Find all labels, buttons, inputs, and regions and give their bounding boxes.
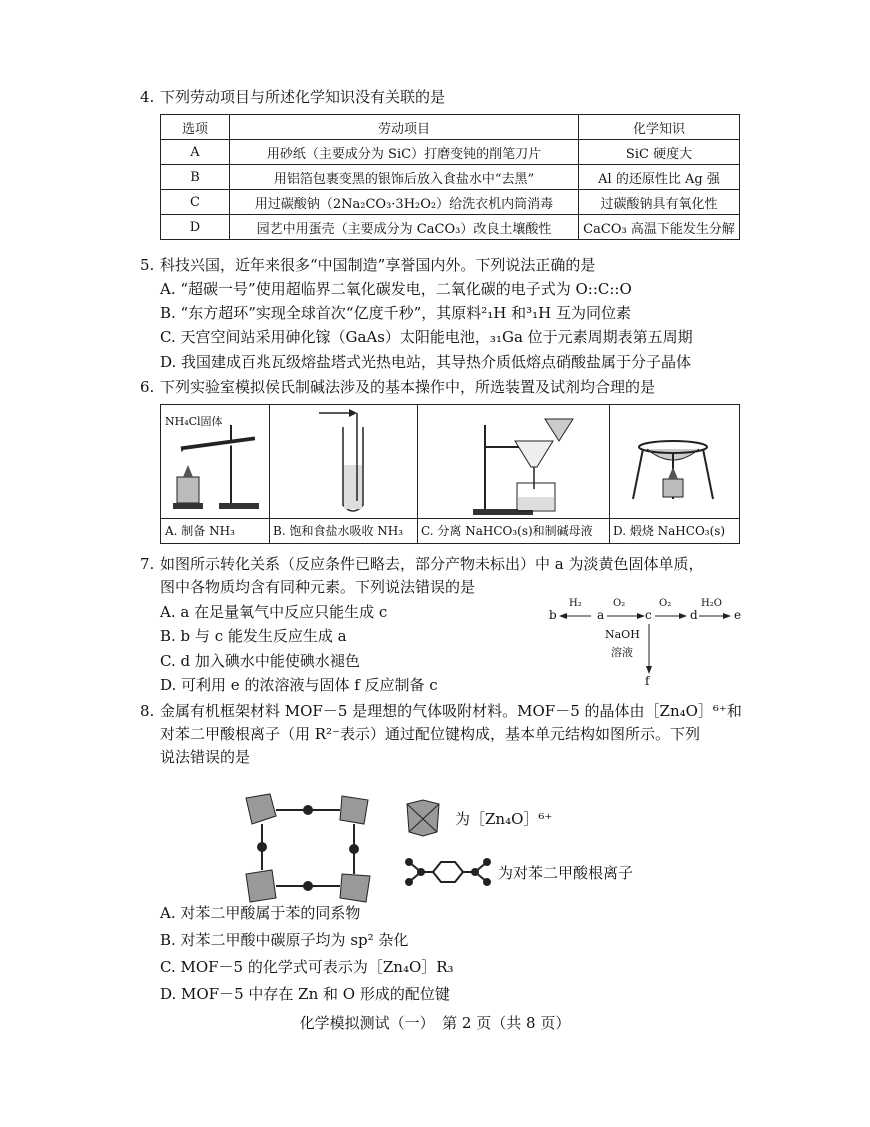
question-7-stem: 7. 如图所示转化关系（反应条件已略去，部分产物未标出）中 a 为淡黄色固体单质， 图中各物质均含有同种元素。下列说法错误的是 xyxy=(140,555,704,596)
scheme-o2-second: O₂ xyxy=(659,598,672,609)
scheme-naoh: NaOH xyxy=(605,628,640,641)
scheme-a: a xyxy=(597,608,605,622)
table-row xyxy=(161,165,740,190)
table-header-row xyxy=(161,115,740,140)
question-5-option-b: B. “东方超环”实现全球首次“亿度千秒”，其原料²₁H 和³₁H 互为同位素 xyxy=(160,304,631,322)
question-8-option-c: C. MOF－5 的化学式可表示为［Zn₄O］R₃ xyxy=(160,958,454,976)
table-cell: 用砂纸（主要成分为 SiC）打磨变钝的削笔刀片 xyxy=(230,140,579,165)
scheme-e: e xyxy=(734,608,742,622)
apparatus-d xyxy=(609,405,739,543)
apparatus-b-caption: B. 饱和食盐水吸收 NH₃ xyxy=(269,518,417,543)
terephthalate-legend: 为对苯二甲酸根离子 xyxy=(498,864,634,882)
apparatus-c-caption: C. 分离 NaHCO₃(s)和制碱母液 xyxy=(417,518,609,543)
table-cell: D xyxy=(161,215,230,240)
table-cell: CaCO₃ 高温下能发生分解 xyxy=(579,215,740,240)
question-8-option-a: A. 对苯二甲酸属于苯的同系物 xyxy=(160,904,361,922)
scheme-o2-first: O₂ xyxy=(613,598,626,609)
question-7-option-d: D. 可利用 e 的浓溶液与固体 f 反应制备 c xyxy=(160,676,438,694)
table-cell: 过碳酸钠具有氧化性 xyxy=(579,190,740,215)
table-row xyxy=(161,190,740,215)
question-5-option-c: C. 天宫空间站采用砷化镓（GaAs）太阳能电池，₃₁Ga 位于元素周期表第五周期 xyxy=(160,328,693,346)
question-7-conversion-scheme xyxy=(545,598,745,688)
heating-apparatus-drawing xyxy=(161,405,269,519)
zn4o-cluster-icon xyxy=(403,798,443,838)
page-footer: 化学模拟测试（一） 第 2 页（共 8 页） xyxy=(299,1014,571,1032)
filtration-apparatus-drawing xyxy=(417,405,609,519)
apparatus-b xyxy=(269,405,418,543)
terephthalate-ion-icon xyxy=(403,852,493,892)
scheme-h2: H₂ xyxy=(569,598,582,609)
table-cell: B xyxy=(161,165,230,190)
question-5-option-a: A. “超碳一号”使用超临界二氧化碳发电，二氧化碳的电子式为 O::C::O xyxy=(160,280,632,298)
apparatus-a-caption: A. 制备 NH₃ xyxy=(161,518,269,543)
table-cell: A xyxy=(161,140,230,165)
question-7-option-a: A. a 在足量氧气中反应只能生成 c xyxy=(160,603,388,621)
apparatus-d-caption: D. 煅烧 NaHCO₃(s) xyxy=(609,518,739,543)
apparatus-a xyxy=(161,405,270,543)
table-header: 选项 xyxy=(161,115,230,140)
table-cell: 园艺中用蛋壳（主要成分为 CaCO₃）改良土壤酸性 xyxy=(230,215,579,240)
table-cell: 用铝箔包裹变黑的银饰后放入食盐水中“去黑” xyxy=(230,165,579,190)
question-8-stem: 8. 金属有机框架材料 MOF－5 是理想的气体吸附材料。MOF－5 的晶体由［Zn₄O］⁶⁺和 对苯二甲酸根离子（用 R²⁻表示）通过配位键构成，基本单元结构如图所示。下列 说法错误的是 xyxy=(140,702,742,766)
apparatus-c xyxy=(417,405,610,543)
question-6-apparatus-figure xyxy=(160,404,740,544)
scheme-c: c xyxy=(645,608,652,622)
question-5-option-d: D. 我国建成百兆瓦级熔盐塔式光热电站，其导热介质低熔点硝酸盐属于分子晶体 xyxy=(160,353,692,371)
table-cell: C xyxy=(161,190,230,215)
table-header: 劳动项目 xyxy=(230,115,579,140)
table-header: 化学知识 xyxy=(579,115,740,140)
question-8-option-b: B. 对苯二甲酸中碳原子均为 sp² 杂化 xyxy=(160,931,409,949)
zn4o-legend: 为［Zn₄O］⁶⁺ xyxy=(455,810,553,828)
question-7-option-b: B. b 与 c 能发生反应生成 a xyxy=(160,627,347,645)
question-8-option-d: D. MOF－5 中存在 Zn 和 O 形成的配位键 xyxy=(160,985,450,1003)
scheme-rongye: 溶液 xyxy=(611,646,633,659)
mof5-unit-cell-figure xyxy=(242,790,382,910)
question-6-stem: 6. 下列实验室模拟侯氏制碱法涉及的基本操作中，所选装置及试剂均合理的是 xyxy=(140,378,656,396)
question-7-option-c: C. d 加入碘水中能使碘水褪色 xyxy=(160,652,360,670)
scheme-h2o: H₂O xyxy=(701,598,722,609)
table-row xyxy=(161,215,740,240)
calcination-apparatus-drawing xyxy=(609,405,739,519)
scheme-d: d xyxy=(690,608,698,622)
table-cell: 用过碳酸钠（2Na₂CO₃·3H₂O₂）给洗衣机内筒消毒 xyxy=(230,190,579,215)
question-4-stem: 4. 下列劳动项目与所述化学知识没有关联的是 xyxy=(140,88,446,106)
nh4cl-label: NH₄Cl固体 xyxy=(165,415,223,428)
question-4-table xyxy=(160,114,740,240)
table-cell: Al 的还原性比 Ag 强 xyxy=(579,165,740,190)
question-5-stem: 5. 科技兴国，近年来很多“中国制造”享誉国内外。下列说法正确的是 xyxy=(140,256,596,274)
absorption-tube-drawing xyxy=(269,405,417,519)
table-cell: SiC 硬度大 xyxy=(579,140,740,165)
scheme-f: f xyxy=(645,674,650,688)
scheme-b: b xyxy=(549,608,557,622)
table-row xyxy=(161,140,740,165)
